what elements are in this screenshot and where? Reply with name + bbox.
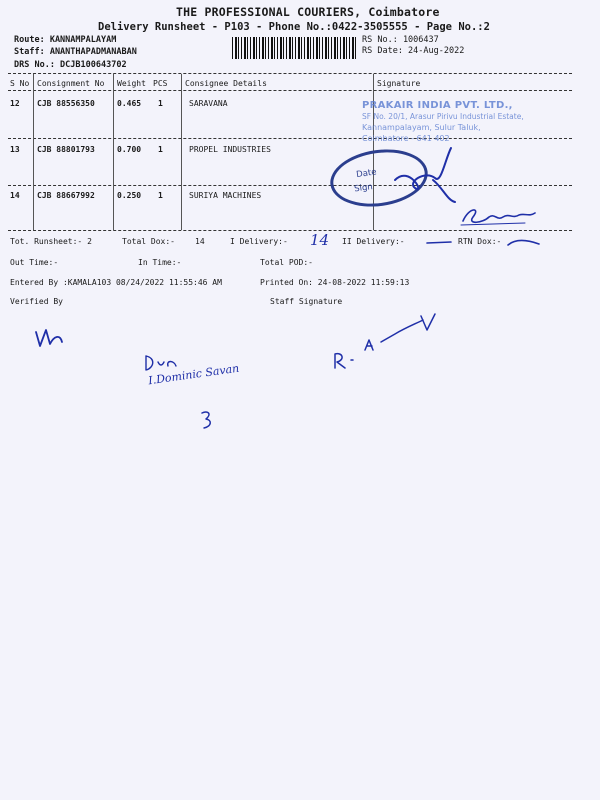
total-dox-label: Total Dox:- bbox=[122, 237, 175, 246]
row-consignee: SARAVANA bbox=[189, 99, 228, 108]
stamp-line: PRAKAIR INDIA PVT. LTD., bbox=[362, 100, 513, 111]
row-weight: 0.465 bbox=[117, 99, 142, 108]
row-consignment: CJB 88556350 bbox=[37, 99, 95, 108]
column-divider bbox=[33, 74, 34, 230]
entered-by: Entered By :KAMALA103 08/24/2022 11:55:46 AM bbox=[10, 278, 222, 287]
row-consignee: SURIYA MACHINES bbox=[189, 191, 262, 200]
header-sno: S No bbox=[10, 79, 30, 88]
total-runsheet: Tot. Runsheet:- 2 bbox=[10, 237, 92, 246]
column-divider bbox=[113, 74, 114, 230]
header-weight: Weight bbox=[117, 79, 146, 88]
row-sno: 12 bbox=[10, 99, 20, 108]
table-top-rule bbox=[8, 73, 572, 74]
dash-mark bbox=[505, 236, 545, 250]
column-divider bbox=[181, 74, 182, 230]
barcode-image bbox=[232, 37, 356, 59]
total-dox-value: 14 bbox=[195, 237, 205, 246]
dash-mark bbox=[425, 238, 455, 248]
row-weight: 0.700 bbox=[117, 145, 142, 154]
total-pod-label: Total POD:- bbox=[260, 258, 313, 267]
drs-number: DRS No.: DCJB100643702 bbox=[14, 60, 127, 70]
runsheet-subtitle: Delivery Runsheet - P103 - Phone No.:0422-3505555 - Page No.:2 bbox=[98, 21, 490, 33]
staff-label: Staff: ANANTHAPADMANABAN bbox=[14, 47, 137, 57]
row-weight: 0.250 bbox=[117, 191, 142, 200]
row-consignment: CJB 88801793 bbox=[37, 145, 95, 154]
route-label: Route: KANNAMPALAYAM bbox=[14, 35, 117, 45]
row-sno: 14 bbox=[10, 191, 20, 200]
header-signature: Signature bbox=[377, 79, 421, 88]
company-title: THE PROFESSIONAL COURIERS, Coimbatore bbox=[176, 5, 440, 19]
stamp-line: Coimbatore - 641 402 bbox=[362, 134, 450, 143]
row-sno: 13 bbox=[10, 145, 20, 154]
company-stamp bbox=[362, 100, 524, 144]
header-pcs: PCS bbox=[153, 79, 168, 88]
row-consignee: PROPEL INDUSTRIES bbox=[189, 145, 271, 154]
printed-on: Printed On: 24-08-2022 11:59:13 bbox=[260, 278, 410, 287]
row-pcs: 1 bbox=[158, 99, 163, 108]
row-consignment: CJB 88667992 bbox=[37, 191, 95, 200]
in-time-label: In Time:- bbox=[138, 258, 182, 267]
scribble-mark bbox=[198, 408, 218, 432]
stamp-sign-label: Sign bbox=[353, 182, 374, 195]
row-pcs: 1 bbox=[158, 191, 163, 200]
stamp-line: SF No. 20/1, Arasur Pirivu Industrial Estate, bbox=[362, 112, 524, 121]
verifier-signature-scribble bbox=[30, 322, 70, 362]
rs-number: RS No.: 1006437 bbox=[362, 35, 439, 45]
row-divider bbox=[8, 185, 572, 186]
header-bottom-rule bbox=[8, 90, 572, 91]
verified-by-label: Verified By bbox=[10, 297, 63, 306]
staff-signature-scribble bbox=[325, 310, 445, 370]
stamp-date-label: Date bbox=[355, 167, 378, 181]
header-consignment: Consignment No bbox=[37, 79, 105, 88]
handwritten-name: I.Dominic Savan bbox=[147, 361, 240, 388]
rs-date: RS Date: 24-Aug-2022 bbox=[362, 46, 465, 56]
row-pcs: 1 bbox=[158, 145, 163, 154]
stamp-line: Kannampalayam, Sulur Taluk, bbox=[362, 123, 481, 132]
staff-signature-label: Staff Signature bbox=[270, 297, 343, 306]
i-delivery-handwritten: 14 bbox=[310, 231, 330, 249]
rtn-dox-label: RTN Dox:- bbox=[458, 237, 502, 246]
header-consignee: Consignee Details bbox=[185, 79, 267, 88]
out-time-label: Out Time:- bbox=[10, 258, 59, 267]
consignee-signature-scribble bbox=[455, 195, 545, 235]
ii-delivery-label: II Delivery:- bbox=[342, 237, 405, 246]
i-delivery-label: I Delivery:- bbox=[230, 237, 288, 246]
